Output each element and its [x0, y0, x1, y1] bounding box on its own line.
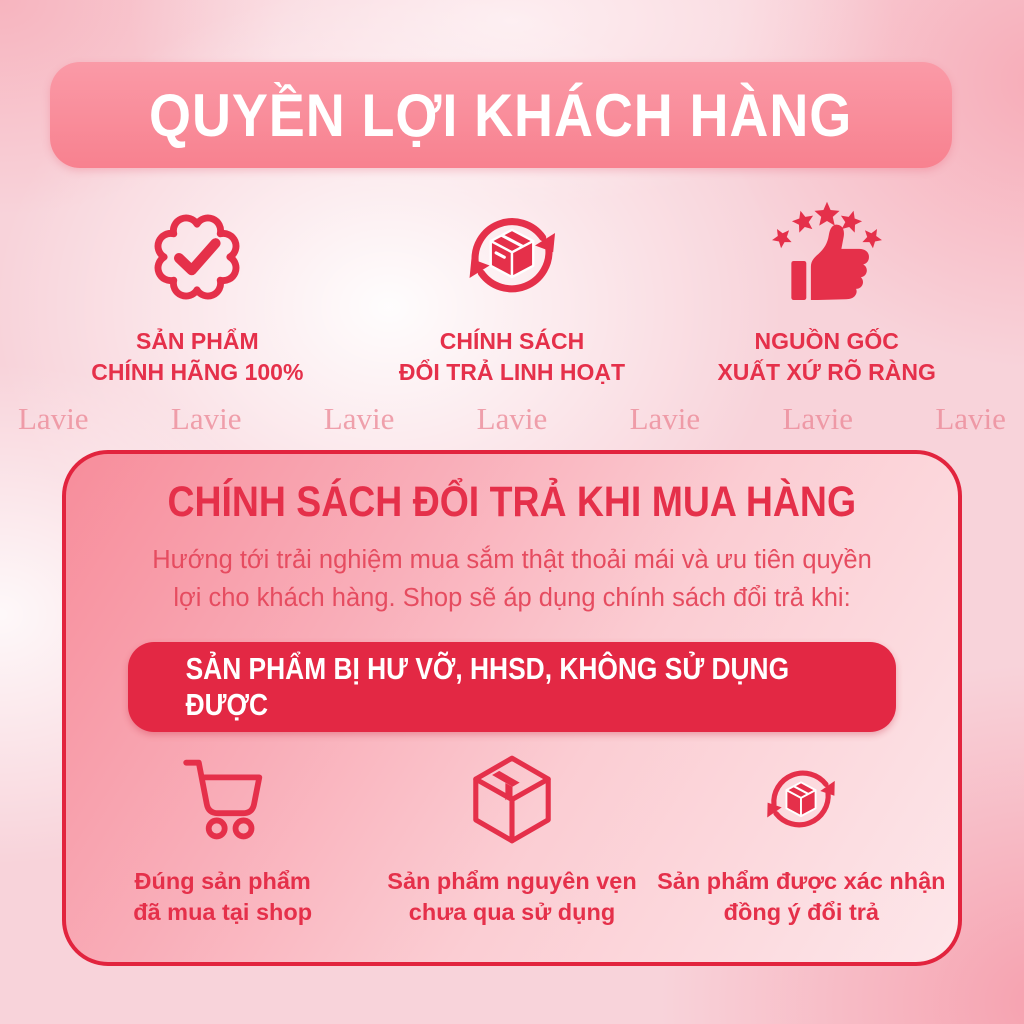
box-exchange-confirm-icon: [749, 744, 853, 856]
benefit-item-return-policy: [355, 196, 670, 388]
shopping-cart-icon: [168, 744, 278, 856]
policy-description: [132, 541, 892, 618]
watermark-text: Lavie: [170, 401, 242, 436]
watermark-text: Lavie: [935, 401, 1006, 436]
benefit-label: [399, 326, 625, 388]
condition-caption: [657, 866, 945, 929]
watermark-text: Lavie: [782, 401, 854, 436]
badge-check-icon: [144, 196, 250, 318]
benefit-label-line1: CHÍNH SÁCH: [439, 328, 585, 354]
condition-caption-line2: đồng ý đổi trả: [723, 899, 879, 926]
condition-banner-label: SẢN PHẨM BỊ HƯ VỠ, HHSD, KHÔNG SỬ DỤNG ĐƯỢC: [185, 650, 790, 722]
condition-item-unused: [367, 744, 656, 929]
thumbs-up-stars-icon: [767, 196, 887, 318]
policy-description-line2: lợi cho khách hàng. Shop sẽ áp dụng chính sách đổi trả khi:: [173, 584, 851, 613]
condition-caption-line2: đã mua tại shop: [133, 899, 313, 926]
benefits-row: [40, 196, 984, 388]
condition-caption-line1: Đúng sản phẩm: [134, 867, 311, 894]
benefit-item-authentic: [40, 196, 355, 388]
box-return-arrows-icon: [453, 196, 571, 318]
benefit-label-line2: XUẤT XỨ RÕ RÀNG: [717, 358, 936, 385]
watermark-text: Lavie: [18, 401, 89, 436]
condition-item-confirmed-return: [657, 744, 946, 929]
conditions-row: [66, 744, 958, 929]
condition-banner: [128, 642, 896, 732]
benefit-label-line2: CHÍNH HÃNG 100%: [91, 358, 304, 385]
watermark-row: [0, 401, 1024, 437]
benefit-label: [717, 326, 935, 388]
condition-item-right-product: [78, 744, 367, 929]
condition-caption-line2: chưa qua sử dụng: [408, 899, 616, 926]
benefit-label-line1: NGUỒN GỐC: [754, 328, 899, 354]
condition-caption: [387, 866, 636, 929]
benefit-label-line1: SẢN PHẨM: [135, 328, 259, 354]
benefit-label: [91, 326, 303, 388]
watermark-text: Lavie: [323, 401, 395, 436]
condition-caption-line1: Sản phẩm được xác nhận: [657, 867, 946, 894]
policy-description-line1: Hướng tới trải nghiệm mua sắm thật thoải mái và ưu tiên quyền: [152, 546, 872, 574]
condition-caption: [133, 866, 312, 929]
return-policy-panel: [62, 450, 962, 966]
benefit-item-origin: [669, 196, 984, 388]
header-banner: [50, 62, 952, 168]
watermark-text: Lavie: [476, 401, 548, 436]
page-title: QUYỀN LỢI KHÁCH HÀNG: [149, 81, 853, 149]
watermark-text: Lavie: [629, 401, 701, 436]
condition-caption-line1: Sản phẩm nguyên vẹn: [387, 867, 637, 894]
benefit-label-line2: ĐỔI TRẢ LINH HOẠT: [398, 358, 626, 385]
package-box-icon: [461, 744, 563, 856]
policy-panel-title: CHÍNH SÁCH ĐỔI TRẢ KHI MUA HÀNG: [167, 478, 857, 526]
